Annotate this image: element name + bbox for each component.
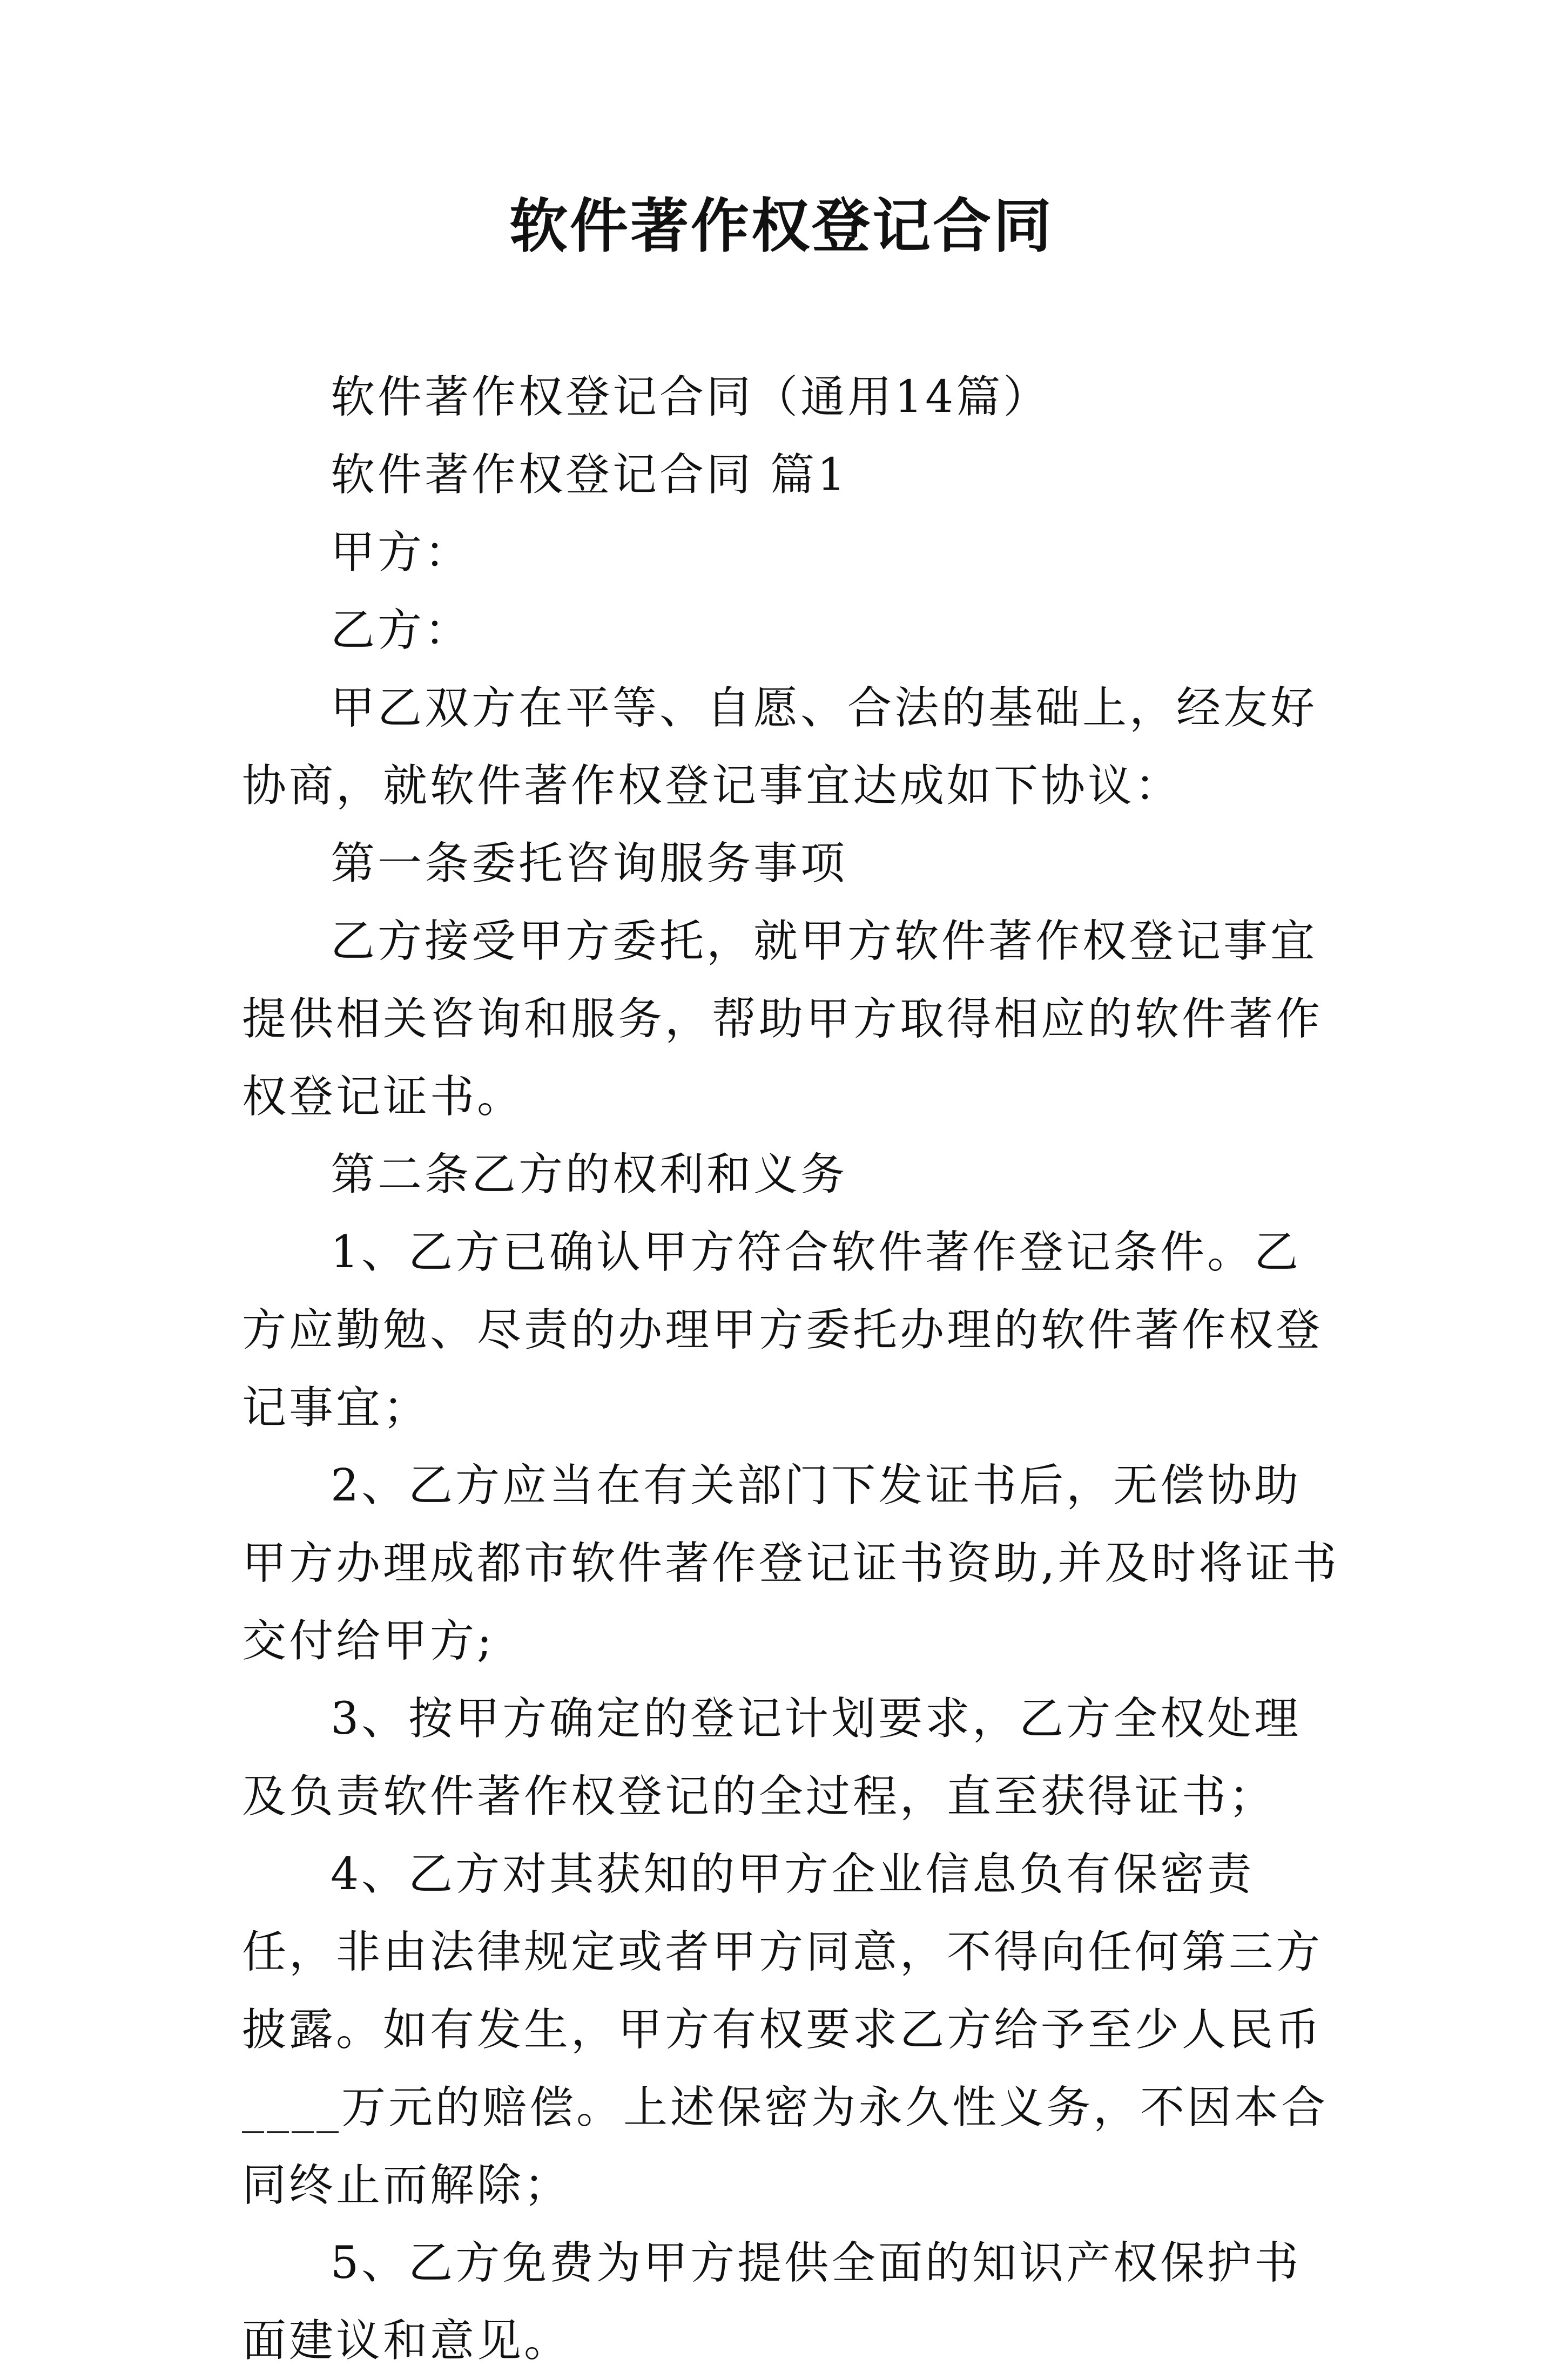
- clause-4: 4、乙方对其获知的甲方企业信息负有保密责任，非由法律规定或者甲方同意，不得向任何第三方披露。如有发生，甲方有权要求乙方给予至少人民币____万元的赔偿。上述保密为永久性义务，不因本合同终止而解除；: [242, 1849, 1329, 2211]
- clause-3: 3、按甲方确定的登记计划要求，乙方全权处理及负责软件著作权登记的全过程，直至获得证书；: [242, 1693, 1302, 1822]
- clause-2: 2、乙方应当在有关部门下发证书后，无偿协助甲方办理成都市软件著作登记证书资助,并及时将证书交付给甲方;: [242, 1460, 1340, 1667]
- document-title: 软件著作权登记合同: [509, 193, 1054, 260]
- article-1-heading: 第一条委托咨询服务事项: [331, 838, 848, 889]
- clause-1: 1、乙方已确认甲方符合软件著作登记条件。乙方应勤勉、尽责的办理甲方委托办理的软件著作权登记事宜；: [242, 1227, 1323, 1434]
- intro-paragraph: 甲乙双方在平等、自愿、合法的基础上，经友好协商，就软件著作权登记事宜达成如下协议：: [242, 682, 1318, 812]
- section-heading: 软件著作权登记合同 篇1: [331, 449, 848, 501]
- subtitle-paragraph: 软件著作权登记合同（通用14篇）: [331, 371, 1050, 423]
- party-b-line: 乙方：: [331, 605, 472, 656]
- clause-5: 5、乙方免费为甲方提供全面的知识产权保护书面建议和意见。: [242, 2237, 1302, 2367]
- document-body: [242, 359, 1344, 2380]
- article-1-paragraph: 乙方接受甲方委托，就甲方软件著作权登记事宜提供相关咨询和服务，帮助甲方取得相应的软件著作权登记证书。: [242, 916, 1323, 1123]
- party-a-line: 甲方：: [331, 527, 472, 578]
- article-2-heading: 第二条乙方的权利和义务: [331, 1149, 848, 1200]
